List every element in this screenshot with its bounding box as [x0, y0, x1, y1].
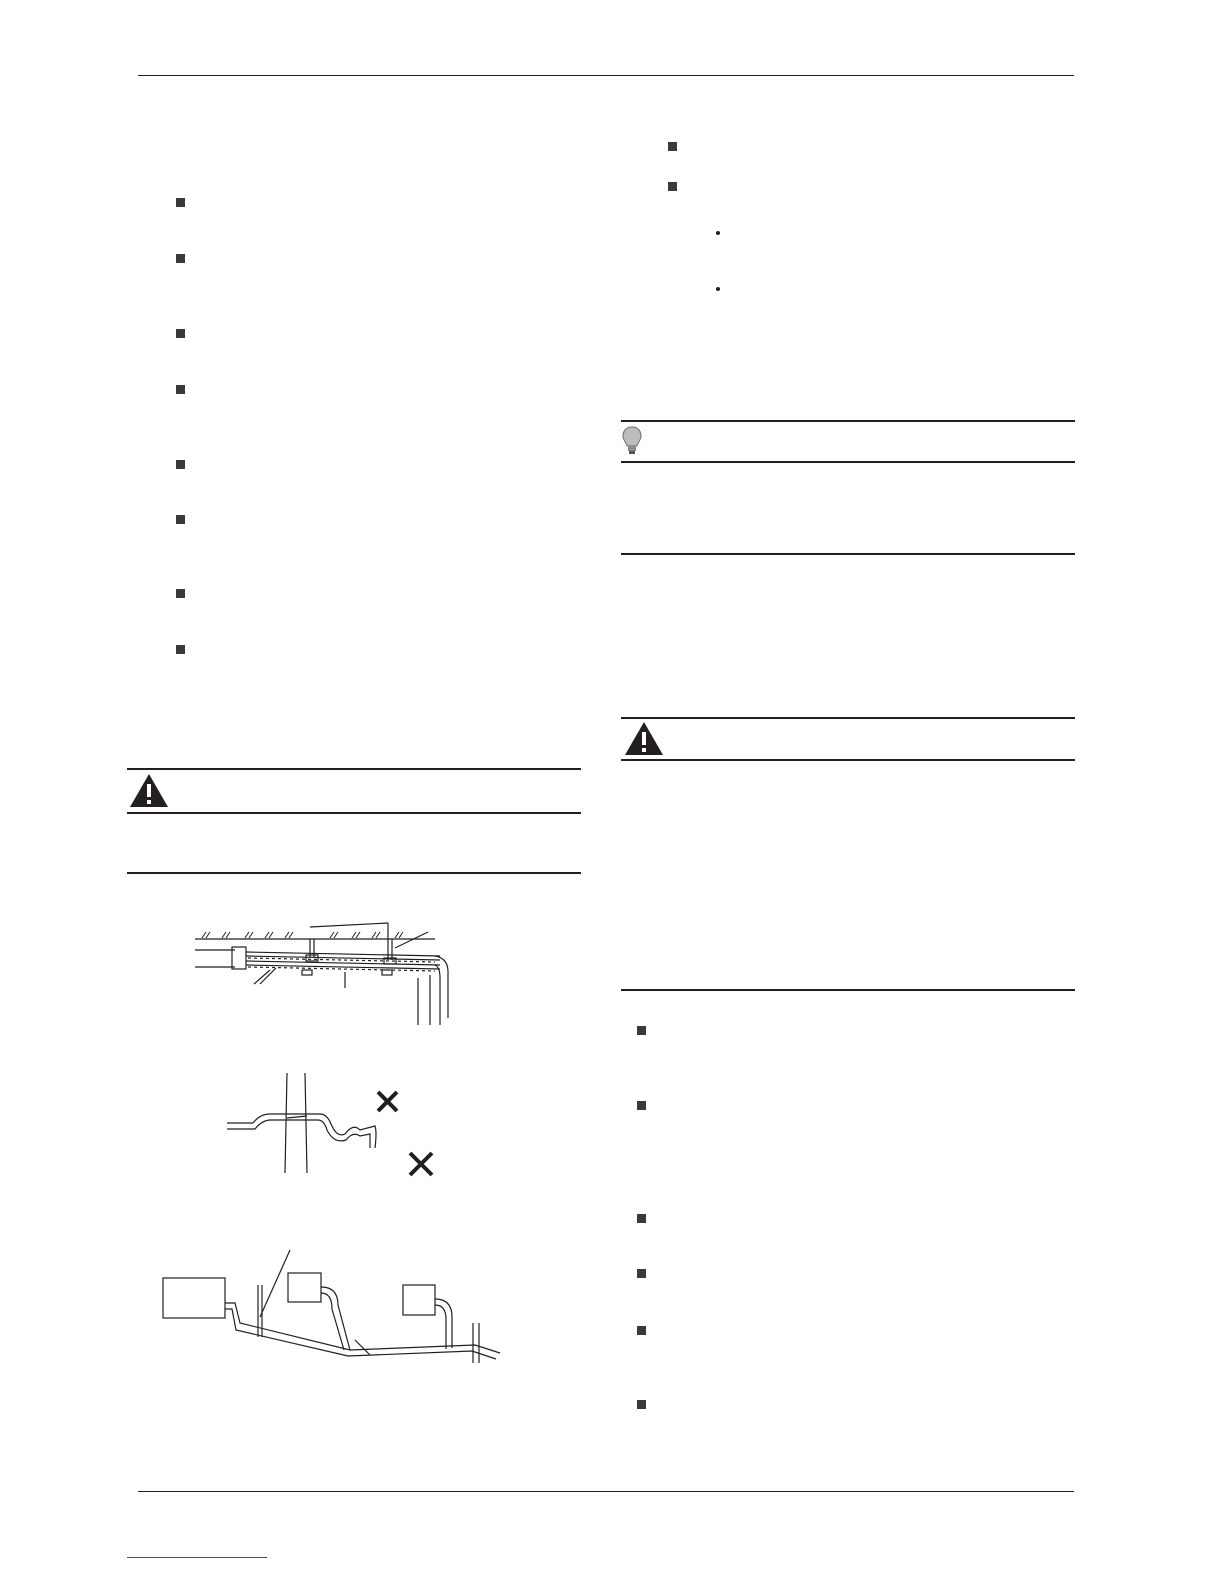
bullet-marker [176, 329, 185, 338]
sub-bullet-marker [716, 231, 720, 235]
warning-triangle-icon [129, 773, 169, 808]
drain-pipe-layout-diagram [160, 1245, 505, 1365]
sub-bullet-marker [716, 287, 720, 291]
warning-mid-rule [621, 759, 1075, 761]
pipe-routing-incorrect-diagram [225, 1068, 455, 1183]
footer-link-underline[interactable] [127, 1557, 267, 1558]
warning-bottom-rule [127, 872, 581, 874]
warning-bottom-rule [621, 989, 1075, 991]
lightbulb-icon [622, 425, 642, 457]
bullet-marker [668, 182, 677, 191]
bullet-marker [637, 1400, 646, 1409]
warning-top-rule [127, 768, 581, 770]
warning-triangle-icon [624, 721, 664, 756]
bullet-marker [637, 1101, 646, 1110]
warning-top-rule [621, 717, 1075, 719]
warning-mid-rule [127, 812, 581, 814]
note-top-rule [621, 420, 1075, 422]
bullet-marker [176, 198, 185, 207]
bullet-marker [637, 1026, 646, 1035]
note-mid-rule [621, 461, 1075, 463]
note-bottom-rule [621, 553, 1075, 555]
pipe-support-diagram [190, 910, 460, 1030]
header-rule [138, 75, 1074, 76]
bullet-marker [176, 645, 185, 654]
bullet-marker [176, 254, 185, 263]
bullet-marker [176, 385, 185, 394]
bullet-marker [637, 1269, 646, 1278]
bullet-marker [637, 1326, 646, 1335]
bullet-marker [176, 515, 185, 524]
bullet-marker [637, 1214, 646, 1223]
bullet-marker [176, 460, 185, 469]
footer-rule [138, 1491, 1074, 1492]
bullet-marker [176, 589, 185, 598]
bullet-marker [668, 142, 677, 151]
